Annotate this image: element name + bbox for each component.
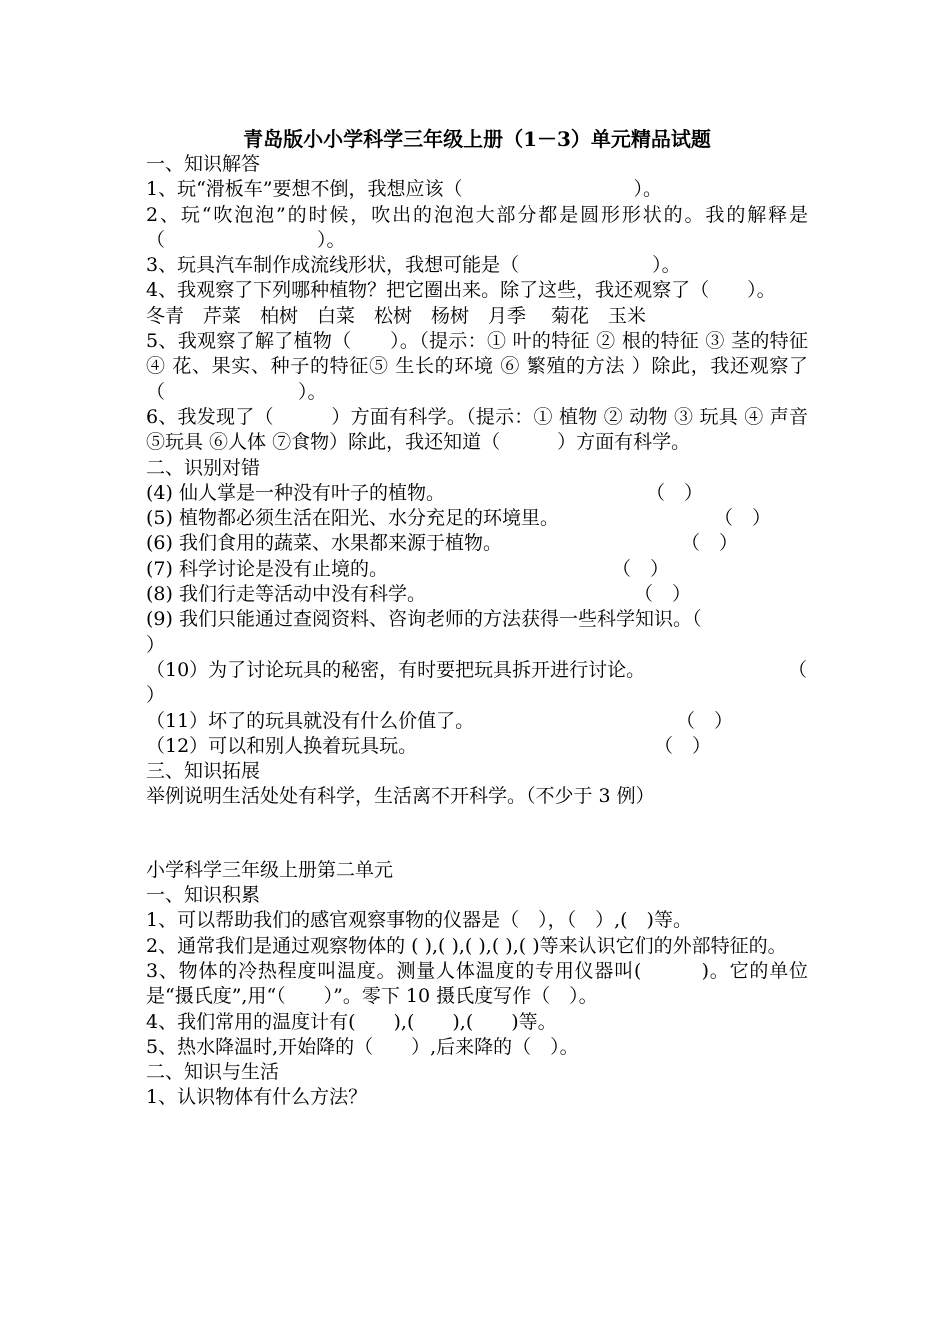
judge-item-cont (146, 633, 808, 658)
question-4: 4、我观察了下列哪种植物？把它圈出来。除了这些，我还观察了（ ）。 (146, 279, 776, 302)
section-heading: 一、知识解答 (146, 153, 261, 175)
judge-item (146, 607, 808, 632)
judge-item (146, 658, 808, 683)
section-heading: 二、知识与生活 (146, 1061, 280, 1084)
answer-paren: （ ） (676, 709, 734, 732)
judge-item-cont (146, 683, 808, 708)
answer-paren: ） (146, 633, 166, 656)
judge-text: (9) 我们只能通过查阅资料、咨询老师的方法获得一些科学知识。（ (146, 608, 702, 631)
answer-paren: （ ） (714, 507, 772, 530)
judge-text: (6) 我们食用的蔬菜、水果都来源于植物。 (146, 532, 502, 555)
question-4: 4、我们常用的温度计有( ),( ),( )等。 (146, 1010, 557, 1033)
answer-paren: （ ） (612, 557, 670, 580)
answer-paren: ） (146, 684, 166, 707)
question-2: 2、玩“吹泡泡”的时候，吹出的泡泡大部分都是圆形形状的。我的解释是（ ）。 (146, 203, 808, 251)
judge-text: (7) 科学讨论是没有止境的。 (146, 557, 388, 580)
section-heading: 二、识别对错 (146, 456, 261, 479)
blank-space (146, 810, 808, 858)
judge-text: （11）坏了的玩具就没有什么价值了。 (146, 709, 475, 732)
question-3: 3、物体的冷热程度叫温度。测量人体温度的专用仪器叫( )。它的单位是“摄氏度”,用“（ ）”。零下 10 摄氏度写作（ ）。 (146, 959, 808, 1008)
question-1: 1、认识物体有什么方法？ (146, 1086, 368, 1109)
answer-paren: （ ） (646, 481, 704, 504)
question-2: 2、通常我们是通过观察物体的 ( ),( ),( ),( ),( )等来认识它们的外部特征的。 (146, 934, 787, 957)
section-heading: 三、知识拓展 (146, 760, 261, 783)
extension-prompt: 举例说明生活处处有科学，生活离不开科学。（不少于 3 例） (146, 785, 655, 808)
worksheet-page (146, 126, 808, 1111)
question-1: 1、可以帮助我们的感官观察事物的仪器是（ ），（ ）,( )等。 (146, 909, 692, 932)
answer-paren: （ ） (654, 734, 712, 757)
question-5: 5、我观察了解了植物（ ）。（提示：① 叶的特征 ② 根的特征 ③ 茎的特征 ④ 花、果实、种子的特征⑤ 生长的环境 ⑥ 繁殖的方法 ）除此，我还观察了（ ）。 (146, 330, 808, 403)
page-title: 青岛版小小学科学三年级上册（1－3）单元精品试题 (243, 127, 711, 151)
judge-item (146, 709, 808, 734)
answer-paren: （ ） (634, 583, 692, 606)
judge-item (146, 734, 808, 759)
judge-item (146, 531, 808, 556)
judge-text: (4) 仙人掌是一种没有叶子的植物。 (146, 481, 445, 504)
judge-text: （10）为了讨论玩具的秘密，有时要把玩具拆开进行讨论。 (146, 658, 646, 681)
judge-text: (5) 植物都必须生活在阳光、水分充足的环境里。 (146, 507, 559, 530)
judge-text: (8) 我们行走等活动中没有科学。 (146, 583, 426, 606)
judge-item (146, 557, 808, 582)
judge-text: （12）可以和别人换着玩具玩。 (146, 734, 418, 757)
question-6: 6、我发现了（ ）方面有科学。（提示：① 植物 ② 动物 ③ 玩具 ④ 声音 ⑤玩具 ⑥人体 ⑦食物）除此，我还知道（ ）方面有科学。 (146, 405, 808, 454)
judge-item (146, 481, 808, 506)
judge-item (146, 582, 808, 607)
question-5: 5、热水降温时,开始降的（ ）,后来降的（ ）。 (146, 1035, 579, 1058)
unit-heading: 小学科学三年级上册第二单元 (146, 858, 394, 881)
question-1: 1、玩“滑板车”要想不倒，我想应该（ ）。 (146, 178, 663, 201)
section-heading: 一、知识积累 (146, 884, 261, 907)
question-3: 3、玩具汽车制作成流线形状，我想可能是（ ）。 (146, 254, 681, 277)
plant-list: 冬青 芹菜 柏树 白菜 松树 杨树 月季 菊花 玉米 (146, 304, 647, 327)
judge-item (146, 506, 808, 531)
answer-paren: （ (788, 658, 808, 681)
answer-paren: （ ） (681, 532, 739, 555)
